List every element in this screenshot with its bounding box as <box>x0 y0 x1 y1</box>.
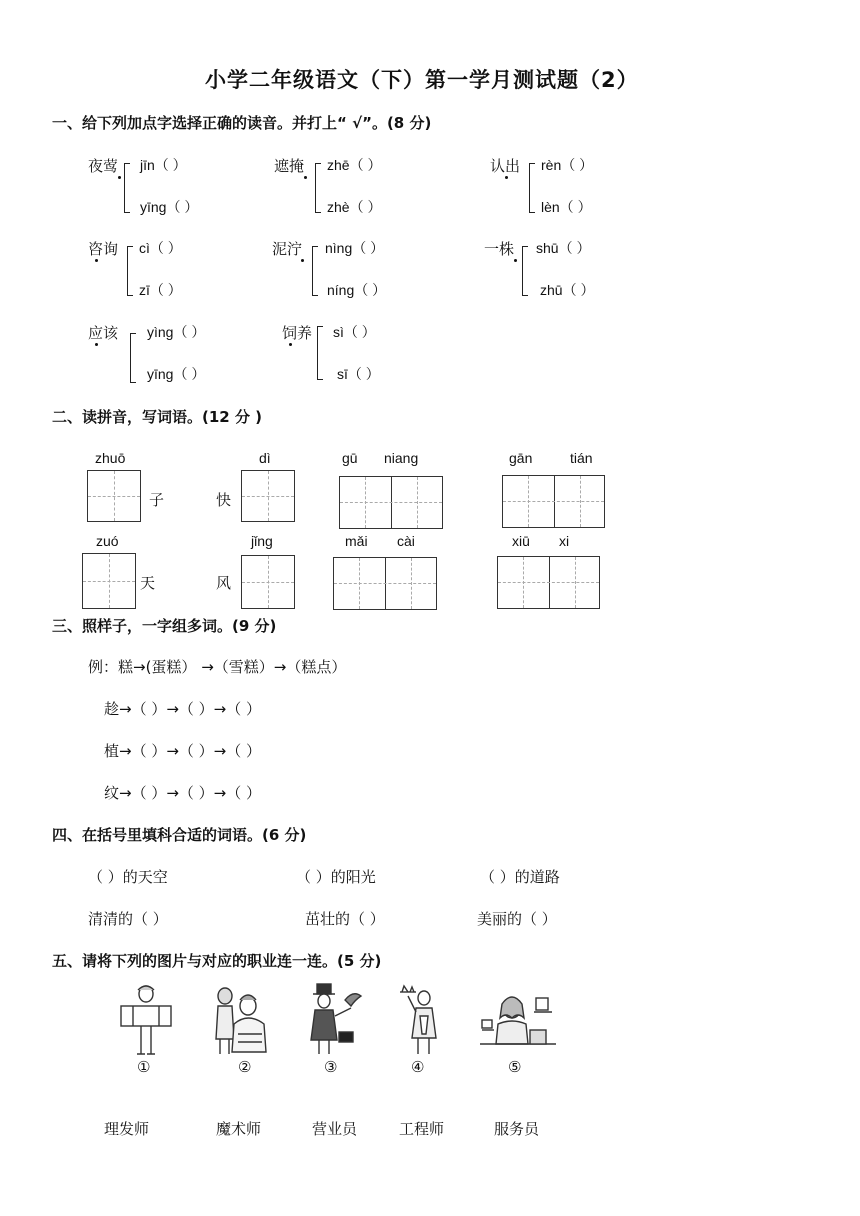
section-5-heading: 五、请将下列的图片与对应的职业连一连。(5 分) <box>52 952 382 970</box>
bracket <box>312 246 318 296</box>
picture-number: ⑤ <box>508 1058 522 1076</box>
q4-item[interactable]: 美丽的（ ） <box>477 910 557 928</box>
given-char: 天 <box>140 574 156 592</box>
picture-number: ② <box>238 1058 252 1076</box>
q4-item[interactable]: （ ）的道路 <box>480 868 560 886</box>
q1-word: 咨询 <box>88 240 119 258</box>
pinyin-label: zuó <box>96 533 119 549</box>
q1-option-b[interactable]: yīng（ ） <box>140 199 199 215</box>
picture-number: ③ <box>324 1058 338 1076</box>
emphasis-dot <box>95 259 98 262</box>
pinyin-label: tián <box>570 450 593 466</box>
writing-box[interactable] <box>241 555 295 609</box>
writing-box[interactable] <box>241 470 295 522</box>
bracket <box>315 163 321 213</box>
pinyin-label: zhuō <box>95 450 126 466</box>
writing-box-double[interactable] <box>333 557 437 610</box>
hairdresser-picture[interactable] <box>208 984 270 1058</box>
emphasis-dot <box>514 259 517 262</box>
section-1-heading: 一、给下列加点字选择正确的读音。并打上“ √”。(8 分) <box>52 114 432 132</box>
q1-word: 夜莺 <box>88 157 119 175</box>
job-label[interactable]: 工程师 <box>399 1120 445 1138</box>
q1-option-b[interactable]: sī（ ） <box>337 366 380 382</box>
q1-option-a[interactable]: jīn（ ） <box>140 157 187 173</box>
shop-assistant-picture[interactable] <box>480 990 556 1056</box>
q4-item[interactable]: 茁壮的（ ） <box>305 910 385 928</box>
given-char: 子 <box>149 491 165 509</box>
q1-option-b[interactable]: níng（ ） <box>327 282 387 298</box>
q4-item[interactable]: 清清的（ ） <box>88 910 168 928</box>
q1-option-b[interactable]: zī（ ） <box>139 282 182 298</box>
q1-option-b[interactable]: zhè（ ） <box>327 199 382 215</box>
emphasis-dot <box>118 176 121 179</box>
bracket <box>529 163 535 213</box>
section-2-heading: 二、读拼音，写词语。(12 分 ) <box>52 408 263 426</box>
pinyin-label: xi <box>559 533 570 549</box>
emphasis-dot <box>301 259 304 262</box>
emphasis-dot <box>289 343 292 346</box>
q1-option-a[interactable]: yìng（ ） <box>147 324 206 340</box>
job-label[interactable]: 理发师 <box>104 1120 150 1138</box>
engineer-picture[interactable] <box>115 984 175 1058</box>
q3-example: 例：糕→(蛋糕） →（雪糕）→（糕点） <box>88 658 347 676</box>
q1-option-a[interactable]: nìng（ ） <box>325 240 385 256</box>
q3-row[interactable]: 趁→（ ）→（ ）→（ ） <box>104 700 262 718</box>
emphasis-dot <box>304 176 307 179</box>
writing-box-double[interactable] <box>339 476 443 529</box>
writing-box[interactable] <box>82 553 136 609</box>
pinyin-label: xiū <box>512 533 530 549</box>
page-title: 小学二年级语文（下）第一学月测试题（2） <box>205 68 639 92</box>
given-char: 快 <box>216 491 232 509</box>
bracket <box>130 333 136 383</box>
q1-option-b[interactable]: yīng（ ） <box>147 366 206 382</box>
job-label[interactable]: 服务员 <box>494 1120 540 1138</box>
emphasis-dot <box>505 176 508 179</box>
pinyin-label: gū <box>342 450 358 466</box>
section-3-heading: 三、照样子，一字组多词。(9 分) <box>52 617 277 635</box>
job-label[interactable]: 魔术师 <box>216 1120 262 1138</box>
picture-number: ④ <box>411 1058 425 1076</box>
emphasis-dot <box>95 343 98 346</box>
writing-box[interactable] <box>87 470 141 522</box>
q1-word: 一株 <box>484 240 515 258</box>
magician-picture[interactable] <box>303 982 365 1058</box>
q1-word: 应该 <box>88 324 119 342</box>
writing-box-double[interactable] <box>502 475 605 528</box>
q3-row[interactable]: 植→（ ）→（ ）→（ ） <box>104 742 262 760</box>
q1-option-b[interactable]: zhū（ ） <box>540 282 595 298</box>
q1-word: 认出 <box>490 157 521 175</box>
pinyin-label: cài <box>397 533 415 549</box>
q1-word: 泥泞 <box>272 240 303 258</box>
job-label[interactable]: 营业员 <box>312 1120 358 1138</box>
bracket <box>124 163 130 213</box>
pinyin-label: niang <box>384 450 419 466</box>
picture-number: ① <box>137 1058 151 1076</box>
pinyin-label: gān <box>509 450 533 466</box>
given-char: 风 <box>216 574 232 592</box>
pinyin-label: mǎi <box>345 533 368 549</box>
q4-item[interactable]: （ ）的阳光 <box>296 868 376 886</box>
q1-option-a[interactable]: shū（ ） <box>536 240 591 256</box>
bracket <box>522 246 528 296</box>
q1-option-a[interactable]: sì（ ） <box>333 324 376 340</box>
bracket <box>127 246 133 296</box>
q1-option-a[interactable]: cì（ ） <box>139 240 182 256</box>
writing-box-double[interactable] <box>497 556 600 609</box>
q1-word: 遮掩 <box>274 157 305 175</box>
section-4-heading: 四、在括号里填科合适的词语。(6 分) <box>52 826 307 844</box>
q4-item[interactable]: （ ）的天空 <box>88 868 168 886</box>
q1-option-a[interactable]: zhē（ ） <box>327 157 382 173</box>
q3-row[interactable]: 纹→（ ）→（ ）→（ ） <box>104 784 262 802</box>
q1-word: 饲养 <box>282 324 313 342</box>
pinyin-label: jǐng <box>251 533 273 549</box>
bracket <box>317 326 323 380</box>
pinyin-label: dì <box>259 450 271 466</box>
q1-option-a[interactable]: rèn（ ） <box>541 157 594 173</box>
q1-option-b[interactable]: lèn（ ） <box>541 199 592 215</box>
waiter-picture[interactable] <box>396 982 446 1058</box>
